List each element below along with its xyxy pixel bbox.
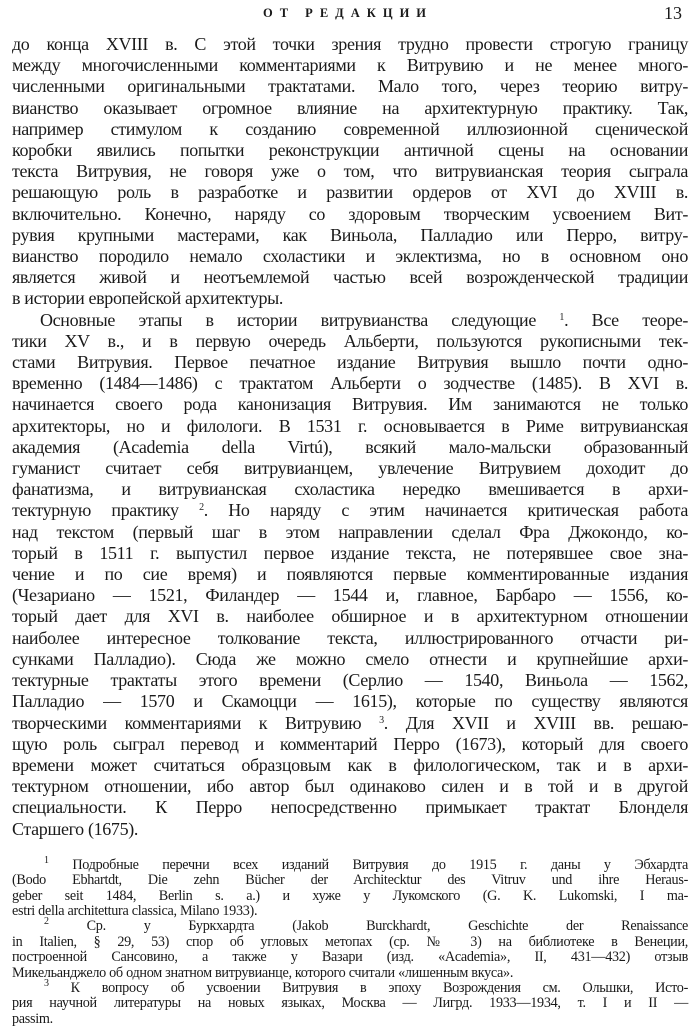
footnote-text: Подробные перечни всех изданий Витрувия до 1915 г. даны у Эбхардта xyxy=(72,856,688,873)
footnote-1 xyxy=(12,854,688,873)
text-line: Старшего (1675). xyxy=(12,818,139,839)
text-line: вианство породило немало схоластики и эклектизма, но в основном оно xyxy=(12,246,688,267)
text-line: является живой и неотъемлемой частью всей возрожденческой традиции xyxy=(12,267,688,288)
main-text xyxy=(12,34,688,840)
text-line: текста Витрувия, не говоря уже о том, что витрувианская теория сыграла xyxy=(12,161,688,182)
footnote-text: К вопросу об усвоении Витрувия в эпоху Возрождения см. Ольшки, Исто- xyxy=(70,979,689,996)
text-line: торый дает для XVI в. наиболее обширное и в архитектурном отношении xyxy=(12,606,688,627)
text-line: в истории европейской архитектуры. xyxy=(12,288,284,309)
text-line: включительно. Конечно, наряду со здоровым творческим усвоением Вит- xyxy=(12,203,688,224)
text-line-with-footnote-3 xyxy=(12,713,688,734)
footnote-line: geber seit 1484, Berlin s. a.) и хуже у Лукомского (G. K. Lukomski, I ma- xyxy=(12,887,688,904)
text-line-with-footnote-1 xyxy=(12,310,688,331)
page-number: 13 xyxy=(664,3,682,23)
text-line: (Чезариано — 1521, Филандер — 1544 и, главное, Барбаро — 1556, ко- xyxy=(12,585,688,606)
text-line: тектурные трактаты этого времени (Серлио — 1540, Виньола — 1562, xyxy=(12,670,688,691)
text-line: численными оригинальными трактатами. Мало того, через теорию витру- xyxy=(12,76,688,97)
text-line: рувия крупными мастерами, как Виньола, Палладио или Перро, витру- xyxy=(12,224,688,245)
text-line: гуманист считает себя витрувианцем, увлечение Витрувием доходит до xyxy=(12,458,688,479)
footnote-2 xyxy=(12,916,689,935)
footnote-mark: 3 xyxy=(44,977,49,989)
footnote-mark: 1 xyxy=(44,854,49,866)
text-line: академия (Academia della Virtú), всякий мало-мальски образованный xyxy=(12,436,688,457)
footnote-line: passim. xyxy=(12,1010,53,1027)
text-line: временно (1484—1486) с трактатом Альберти о зодчестве (1485). В XVI в. xyxy=(12,373,688,394)
footnote-line: Микельанджело об одном знатном витрувианце, которого считали «лишенным вкуса». xyxy=(12,964,514,981)
footnote-3 xyxy=(12,977,689,996)
running-head: ОТ РЕДАКЦИИ xyxy=(263,6,434,20)
text-line: Палладио — 1570 и Скамоцци — 1615), которые по существу являются xyxy=(12,691,688,712)
footnote-ref-3[interactable]: 3 xyxy=(379,714,384,726)
footnote-line: estri della architettura classica, Milano 1933). xyxy=(12,902,258,919)
text-line: до конца XVIII в. С этой точки зрения трудно провести строгую границу xyxy=(12,34,688,54)
text-segment: . Все теоре- xyxy=(564,309,689,330)
footnote-text: Ср. у Буркхардта (Jakob Burckhardt, Geschichte der Renaissance xyxy=(86,918,689,935)
text-segment: . Но наряду с этим начинается критическая работа xyxy=(203,500,688,521)
text-segment: . Для XVII и XVIII вв. решаю- xyxy=(383,712,688,733)
text-line: щую роль сыграл перевод и комментарий Перро (1673), который для своего xyxy=(12,733,688,754)
text-segment: тектурную практику xyxy=(12,500,179,521)
text-line: архитекторы, но и филологи. В 1531 г. основывается в Риме витрувианская xyxy=(12,415,688,436)
text-line: над текстом (первый шаг в этом направлении сделал Фра Джокондо, ко- xyxy=(12,521,688,542)
footnote-line: (Bodo Ebhartdt, Die zehn Bücher der Architecktur des Vitruv und ihre Heraus- xyxy=(12,872,688,889)
footnote-ref-2[interactable]: 2 xyxy=(199,502,204,514)
footnote-line: рия научной литературы на новых языках, Москва — Лигрд. 1933—1934, т. I и II — xyxy=(12,995,688,1012)
text-line: чение и по сие время) и появляются первые комментированные издания xyxy=(12,564,688,585)
text-line: тектурном отношении, ибо автор был одинаково силен и в той и в другой xyxy=(12,776,688,797)
text-line-with-footnote-2 xyxy=(12,500,688,521)
text-line: решающую роль в разработке и развитии ордеров от XVI до XVIII в. xyxy=(12,182,688,203)
footnote-mark: 2 xyxy=(44,916,49,928)
footnote-line: in Italien, § 29, 53) спор об угловых метопах (ср. № 3) на библиотеке в Венеции, xyxy=(12,933,688,950)
text-line: фанатизма, и витрувианская схоластика нередко вмешивается в архи- xyxy=(12,479,688,500)
text-segment: творческими комментариями к Витрувию xyxy=(12,712,362,733)
text-line: торый в 1511 г. выпустил первое издание текста, не потерявшее свое зна- xyxy=(12,542,688,563)
footnote-ref-1[interactable]: 1 xyxy=(559,311,565,323)
footnote-line: построенной Сансовино, а также у Вазари (изд. «Academia», II, 431—432) отзыв xyxy=(12,949,688,966)
text-line: коробки явились попытки реконструкции античной сцены на основании xyxy=(12,140,688,161)
text-segment: Основные этапы в истории витрувианства следующие xyxy=(40,309,536,330)
text-line: между многочисленными комментариями к Витрувию и не менее много- xyxy=(12,55,688,76)
page-header xyxy=(0,0,700,30)
text-line: например стимулом к созданию современной иллюзионной сценической xyxy=(12,118,688,139)
text-line: времени может считаться образцовым как в филологическом, так и в архи- xyxy=(12,754,688,775)
text-line: сунками Палладио). Сюда же можно смело отнести и крупнейшие архи- xyxy=(12,648,688,669)
text-line: наиболее интересное толкование текста, иллюстрированного отчасти ри- xyxy=(12,627,688,648)
text-line: специальности. К Перро непосредственно примыкает трактат Блонделя xyxy=(12,797,688,818)
text-line: стами Витрувия. Первое печатное издание Витрувия вышло почти одно- xyxy=(12,352,688,373)
text-line: тики XV в., и в первую очередь Альберти, пользуются рукописными тек- xyxy=(12,330,688,351)
text-line: вианство оказывает огромное влияние на архитектурную практику. Так, xyxy=(12,97,688,118)
footnotes xyxy=(12,854,689,1027)
page-body xyxy=(0,30,700,1027)
text-line: начинается своего рода канонизация Витрувия. Им занимаются не только xyxy=(12,394,688,415)
